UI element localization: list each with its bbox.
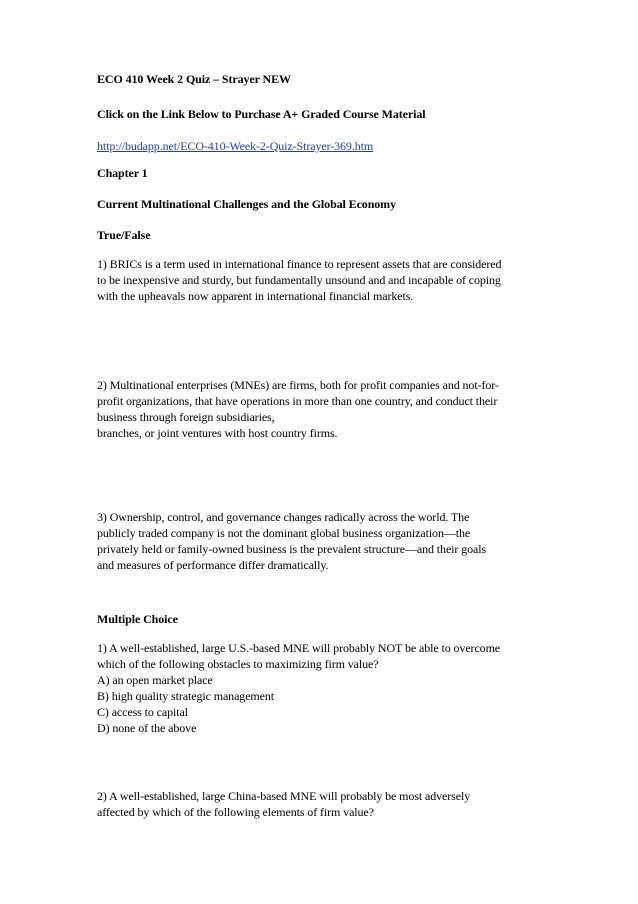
tf-question-2-line: branches, or joint ventures with host country firms. — [97, 426, 338, 440]
tf-question-1-line: with the upheavals now apparent in international financial markets. — [97, 289, 414, 303]
mc-option: C) access to capital — [97, 705, 188, 719]
mc-question-2 — [97, 788, 470, 820]
tf-question-1-line: 1) BRICs is a term used in international finance to represent assets that are considered — [97, 257, 502, 271]
document-title: ECO 410 Week 2 Quiz – Strayer NEW — [97, 72, 291, 86]
mc-question-2-line: affected by which of the following elements of firm value? — [97, 805, 374, 819]
multiple-choice-heading: Multiple Choice — [97, 612, 178, 626]
mc-question-1-line: which of the following obstacles to maximizing firm value? — [97, 657, 379, 671]
tf-question-3-line: publicly traded company is not the dominant global business organization—the — [97, 526, 471, 540]
purchase-instruction: Click on the Link Below to Purchase A+ Graded Course Material — [97, 107, 426, 121]
tf-question-2 — [97, 377, 499, 441]
mc-question-2-line: 2) A well-established, large China-based MNE will probably be most adversely — [97, 789, 471, 803]
tf-question-2-line: profit organizations, that have operations in more than one country, and conduct their — [97, 394, 498, 408]
tf-question-1-line: to be inexpensive and sturdy, but fundamentally unsound and and incapable of coping — [97, 273, 501, 287]
tf-question-3 — [97, 509, 486, 573]
purchase-link[interactable]: http://budapp.net/ECO-410-Week-2-Quiz-Strayer-369.htm — [97, 139, 374, 153]
chapter-number: Chapter 1 — [97, 166, 148, 180]
mc-option: B) high quality strategic management — [97, 689, 275, 703]
tf-question-2-line: 2) Multinational enterprises (MNEs) are firms, both for profit companies and not-for- — [97, 378, 499, 392]
mc-question-1 — [97, 640, 500, 736]
tf-question-3-line: and measures of performance differ dramatically. — [97, 558, 329, 572]
tf-question-3-line: privately held or family-owned business is the prevalent structure—and their goals — [97, 542, 487, 556]
true-false-heading: True/False — [97, 228, 151, 242]
tf-question-3-line: 3) Ownership, control, and governance changes radically across the world. The — [97, 510, 470, 524]
mc-option: A) an open market place — [97, 673, 213, 687]
mc-option: D) none of the above — [97, 721, 197, 735]
tf-question-2-line: business through foreign subsidiaries, — [97, 410, 275, 424]
chapter-title: Current Multinational Challenges and the Global Economy — [97, 197, 396, 211]
tf-question-1 — [97, 256, 501, 304]
mc-question-1-line: 1) A well-established, large U.S.-based MNE will probably NOT be able to overcome — [97, 641, 501, 655]
